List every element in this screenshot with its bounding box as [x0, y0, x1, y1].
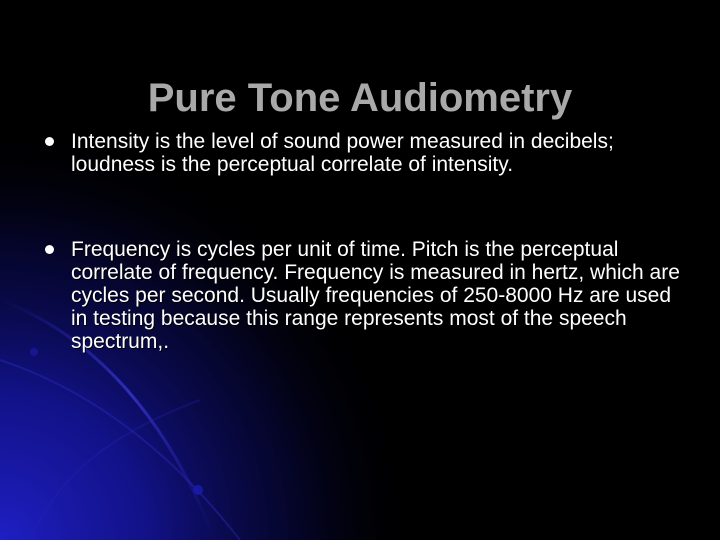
bullet-item-frequency: [40, 238, 680, 353]
bullet-text: Frequency is cycles per unit of time. Pitch is the perceptual correlate of frequency. Frequency is measured in hertz, which are cycles per second. Usually frequencies of 250-8000 Hz are used in testing because this range represents most of the speech spectrum,.: [71, 238, 680, 353]
bullet-list: [40, 130, 680, 415]
bullet-item-intensity: [40, 130, 680, 176]
bullet-dot-icon: [45, 245, 54, 254]
slide-title: Pure Tone Audiometry: [147, 75, 573, 120]
bullet-text: Intensity is the level of sound power measured in decibels; loudness is the perceptual correlate of intensity.: [71, 130, 614, 176]
bullet-dot-icon: [45, 137, 54, 146]
